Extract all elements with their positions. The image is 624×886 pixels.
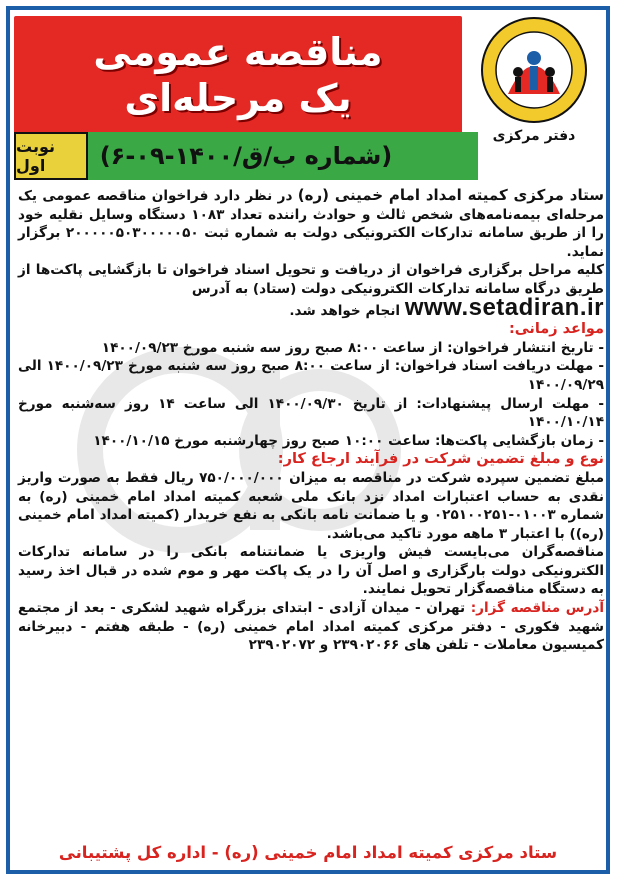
turn-badge [14,132,88,180]
address-heading: آدرس مناقصه گزار: [470,600,604,617]
title-line-2: یک مرحله‌ای [124,76,352,120]
process-suffix: انجام خواهد شد. [289,302,405,319]
address-paragraph [18,599,604,655]
office-caption: دفتر مرکزی [492,128,576,144]
setad-url-link[interactable]: www.setadiran.ir [404,293,604,321]
schedule-item: - مهلت ارسال پیشنهادات: از تاریخ ۱۴۰۰/۰۹/۳۰ الی ساعت ۱۴ روز سه‌شنبه مورخ ۱۴۰۰/۱۰/۱۴ [18,395,604,431]
turn-label: نوبت اول [16,137,55,175]
schedule-item: - زمان بازگشایی پاکت‌ها: ساعت ۱۰:۰۰ صبح روز چهارشنبه مورخ ۱۴۰۰/۱۰/۱۵ [93,432,604,449]
process-paragraph [18,261,604,320]
footer-text: ستاد مرکزی کمیته امداد امام خمینی (ره) - اداره کل پشتیبانی [58,842,558,862]
family-emblem-icon [478,14,590,126]
guarantee-heading: نوع و مبلغ تضمین شرکت در فرآیند ارجاع کار: [277,451,604,468]
intro-text: در نظر دارد فراخوان مناقصه عمومی یک مرحله‌ای بیمه‌نامه‌های شخص ثالث و حوادث راننده تعداد ۱۰۸۳ دستگاه وسایل نقلیه خود را از طریق سامانه تدارکات الکترونیکی دولت به شماره ثبت ۲۰۰۰۰۰۵۰۳۰۰۰۰۰۵۰ برگزار نماید. [18,188,605,260]
address-text: تهران - میدان آزادی - ابتدای بزرگراه شهید لشکری - بعد از مجتمع شهید فکوری - دفتر مرکزی کمیته امداد امام خمینی (ره) - طبقه هفتم - دبیرخانه کمیسیون معاملات - تلفن های ۲۳۹۰۲۰۶۶ و ۲۳۹۰۲۰۷۲ [18,600,604,654]
guarantee-text-2: مناقصه‌گران می‌بایست فیش واریزی یا ضمانتنامه بانکی را در سامانه تدارکات الکترونیکی دولت بارگزاری و اصل آن را در یک پاکت مهر و موم شده در قبال اخذ رسید به دستگاه مناقصه‌گزار تحویل نمایند. [18,544,604,598]
intro-paragraph [18,186,604,261]
tender-number: (شماره ب/ق/۱۴۰۰-۰۹-۶) [99,142,393,170]
title-box [14,16,462,134]
schedule-heading: مواعد زمانی: [508,321,604,338]
schedule-item: - مهلت دریافت اسناد فراخوان: از ساعت ۸:۰۰ صبح روز سه شنبه مورخ ۱۴۰۰/۰۹/۲۳ الی ۱۴۰۰/۰۹/۲۹ [18,358,604,393]
title-line-1: مناقصه عمومی [93,30,383,74]
ad-frame [6,6,610,874]
footer [14,838,602,866]
process-text: کلیه مراحل برگزاری فراخوان از دریافت و تحویل اسناد فراخوان تا بازگشایی پاکت‌ها از طریق درگاه سامانه تدارکات الکترونیکی دولت (ستاد) به آدرس [18,262,604,297]
org-name: ستاد مرکزی کمیته امداد امام خمینی (ره) [297,186,605,204]
ad-body [18,186,604,655]
logo-area [468,14,600,164]
guarantee-text-1: مبلغ تضمین سپرده شرکت در مناقصه به میزان ۷۵۰/۰۰۰/۰۰۰ ریال فقط به صورت واریز نقدی به حساب اعتبارات امداد نزد بانک ملی شعبه کمیته امداد امام خمینی (ره) به شماره ۰۱۰۰۳-۰۲۵۱۰۰۲۵۱ و یا ضمانت نامه بانکی به نفع خریدار (کمیته امداد امام خمینی (ره)) با اعتبار ۳ ماهه مورد تاکید می‌باشد. [18,469,604,542]
schedule-item: - تاریخ انتشار فراخوان: از ساعت ۸:۰۰ صبح روز سه شنبه مورخ ۱۴۰۰/۰۹/۲۳ [101,339,604,356]
